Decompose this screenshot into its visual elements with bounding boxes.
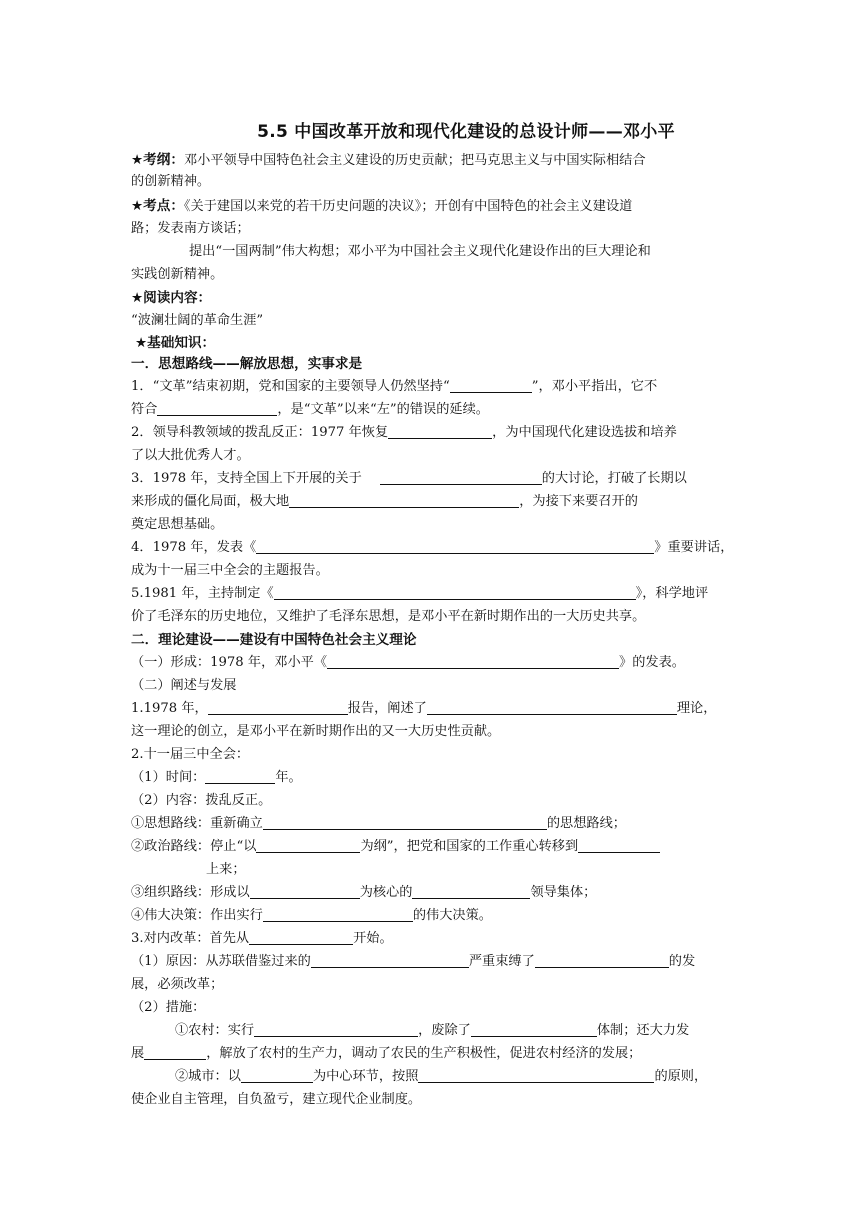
kaodian-line-3 [189, 242, 729, 262]
text-segment: 上来； [206, 862, 246, 877]
text-segment: 展 [131, 1046, 145, 1061]
text-segment: （2）内容：拨乱反正。 [131, 793, 272, 808]
text-segment: 的发 [668, 954, 696, 969]
q2-line-2 [131, 446, 729, 466]
kaogang-line-2 [131, 172, 729, 192]
q5-line-2 [131, 607, 729, 627]
text-segment: 为纲”，把党和国家的工作重心转移到 [360, 839, 579, 854]
blank[interactable] [263, 814, 547, 830]
c4-line [131, 906, 729, 926]
q2-line [131, 423, 729, 443]
text-segment: 2.十一届三中全会： [131, 747, 250, 762]
kaodian-line-4 [131, 265, 729, 285]
text-segment: （1）原因：从苏联借鉴过来的 [131, 954, 311, 969]
blank[interactable] [535, 952, 669, 968]
text-segment: 为核心的 [359, 885, 413, 900]
text-segment: ，为接下来要召开的 [519, 494, 638, 509]
text-segment: （2）措施： [131, 1000, 206, 1015]
blank[interactable] [311, 952, 469, 968]
text-segment: 的大讨论，打破了长期以 [541, 471, 687, 486]
blank[interactable] [388, 423, 492, 439]
blank[interactable] [471, 1021, 597, 1037]
blank[interactable] [157, 400, 277, 416]
text-segment: 展，必须改革； [131, 977, 224, 992]
time-line [131, 768, 729, 788]
text-segment: 领导集体； [530, 885, 597, 900]
urban-line [175, 1067, 729, 1087]
kaodian-label: ★考点： [131, 198, 184, 214]
kaogang-text: 邓小平领导中国特色社会主义建设的历史贡献；把马克思主义与中国实际相结合 [183, 153, 646, 168]
q1-line-2 [131, 400, 729, 420]
text-segment: 这一理论的创立，是邓小平在新时期作出的又一大历史性贡献。 [131, 724, 501, 739]
text-segment: 4．1978 年，发表《 [131, 540, 257, 555]
kaodian-line-2 [131, 219, 729, 239]
reading-text [131, 311, 729, 331]
text-segment: ①农村：实行 [175, 1023, 255, 1038]
text-segment: 》，科学地评 [635, 586, 709, 601]
text-segment: 使企业自主管理，自负盈亏，建立现代企业制度。 [131, 1092, 422, 1107]
c2-line [131, 837, 729, 857]
text-segment: ③组织路线：形成以 [131, 885, 250, 900]
blank[interactable] [289, 492, 519, 508]
text-segment: 为中心环节，按照 [312, 1069, 419, 1084]
text-segment: 》的发表。 [619, 655, 685, 670]
blank[interactable] [249, 929, 353, 945]
text-segment: 的伟大决策。 [412, 908, 492, 923]
text-segment: “波澜壮阔的革命生涯” [131, 313, 264, 328]
q1-line [131, 377, 729, 397]
kaodian-line [131, 196, 729, 217]
text-segment: ★基础知识： [135, 335, 216, 351]
reason-line [131, 952, 729, 972]
content-line [131, 791, 729, 811]
q3-line [131, 469, 729, 489]
blank[interactable] [578, 837, 660, 853]
kaogang-label: ★考纲： [131, 152, 184, 168]
measures-line [131, 998, 729, 1018]
text-segment: ，为中国现代化建设选拔和培养 [492, 425, 677, 440]
page-title [0, 117, 860, 142]
d1-line [131, 699, 729, 719]
text-segment: 5.5 中国改革开放和现代化建设的总设计师——邓小平 [257, 122, 675, 142]
blank[interactable] [208, 699, 348, 715]
text-segment: 《关于建国以来党的若干历史问题的决议》；开创有中国特色的社会主义建设道 [183, 199, 633, 214]
text-segment: 3．1978 年，支持全国上下开展的关于 [131, 471, 362, 486]
text-segment: ，是“文革”以来“左”的错误的延续。 [277, 402, 489, 417]
blank[interactable] [263, 906, 413, 922]
text-segment: 的创新精神。 [131, 174, 211, 189]
blank[interactable] [418, 1067, 654, 1083]
text-segment: 的思想路线； [546, 816, 626, 831]
d1-line-2 [131, 722, 729, 742]
urban-line-2 [131, 1090, 729, 1110]
text-segment: 成为十一届三中全会的主题报告。 [131, 563, 329, 578]
blank[interactable] [274, 584, 636, 600]
formation-line [131, 653, 729, 673]
text-segment: ①思想路线：重新确立 [131, 816, 263, 831]
text-segment: （二）阐述与发展 [131, 678, 237, 693]
section2-heading [131, 630, 729, 651]
reason-line-2 [131, 975, 729, 995]
text-segment: 奠定思想基础。 [131, 517, 224, 532]
c1-line [131, 814, 729, 834]
text-segment: 体制；还大力发 [596, 1023, 690, 1038]
blank[interactable] [450, 377, 532, 393]
blank[interactable] [412, 883, 530, 899]
section1-heading [131, 354, 729, 375]
reading-label [131, 288, 729, 309]
text-segment: 年。 [275, 770, 302, 785]
text-segment: ，废除了 [418, 1023, 471, 1038]
q4-line [131, 538, 734, 558]
text-segment: 符合 [131, 402, 158, 417]
text-segment: 了以大批优秀人才。 [131, 448, 250, 463]
text-segment: 报告，阐述了 [347, 701, 427, 716]
blank[interactable] [256, 837, 360, 853]
blank[interactable] [241, 1067, 313, 1083]
blank[interactable] [205, 768, 275, 784]
text-segment: 严重束缚了 [468, 954, 535, 969]
q4-line-2 [131, 561, 729, 581]
q5-line [131, 584, 729, 604]
text-segment: 价了毛泽东的历史地位，又维护了毛泽东思想，是邓小平在新时期作出的一大历史共享。 [131, 609, 646, 624]
text-segment: 理论， [676, 701, 717, 716]
c3-line [131, 883, 729, 903]
text-segment: 3.对内改革：首先从 [131, 931, 250, 946]
d3-line [131, 929, 729, 949]
kaogang-line [131, 150, 729, 171]
blank[interactable] [427, 699, 677, 715]
c2-line-2 [206, 860, 406, 880]
blank[interactable] [254, 1021, 418, 1037]
blank[interactable] [250, 883, 360, 899]
text-segment: ，解放了农村的生产力，调动了农民的生产积极性，促进农村经济的发展； [206, 1046, 642, 1061]
text-segment: （1）时间： [131, 770, 206, 785]
rural-line-2 [131, 1044, 729, 1064]
blank[interactable] [144, 1044, 206, 1060]
text-segment: 路；发表南方谈话； [131, 221, 250, 236]
text-segment: ”，邓小平指出，它不 [531, 379, 658, 394]
text-segment: 一．思想路线——解放思想，实事求是 [131, 356, 363, 372]
text-segment: 二．理论建设——建设有中国特色社会主义理论 [131, 632, 417, 648]
text-segment: 提出“一国两制”伟大构想；邓小平为中国社会主义现代化建设作出的巨大理论和 [189, 244, 651, 259]
text-segment: 的原则， [654, 1069, 708, 1084]
text-segment: 》重要讲话， [654, 540, 734, 555]
q3-line-3 [131, 515, 729, 535]
blank[interactable] [327, 653, 619, 669]
basics-label [135, 333, 733, 354]
text-segment: 实践创新精神。 [131, 267, 224, 282]
text-segment: ★阅读内容： [131, 290, 212, 306]
d2-line [131, 745, 729, 765]
text-segment: ④伟大决策：作出实行 [131, 908, 263, 923]
text-segment: ②城市：以 [175, 1069, 241, 1084]
blank[interactable] [256, 538, 654, 554]
text-segment: ②政治路线：停止“以 [131, 839, 257, 854]
text-segment: 来形成的僵化局面，极大地 [131, 494, 290, 509]
text-segment: 2．领导科教领域的拨乱反正：1977 年恢复 [131, 425, 389, 440]
text-segment: （一）形成：1978 年，邓小平《 [131, 655, 328, 670]
development-heading [131, 676, 729, 696]
rural-line [175, 1021, 729, 1041]
text-segment: 开始。 [353, 931, 393, 946]
q3-line-2 [131, 492, 729, 512]
text-segment: 1.1978 年， [131, 701, 208, 716]
text-segment: 1．“文革”结束初期，党和国家的主要领导人仍然坚持“ [131, 379, 450, 394]
blank[interactable] [380, 469, 542, 485]
text-segment: 5.1981 年，主持制定《 [131, 586, 274, 601]
